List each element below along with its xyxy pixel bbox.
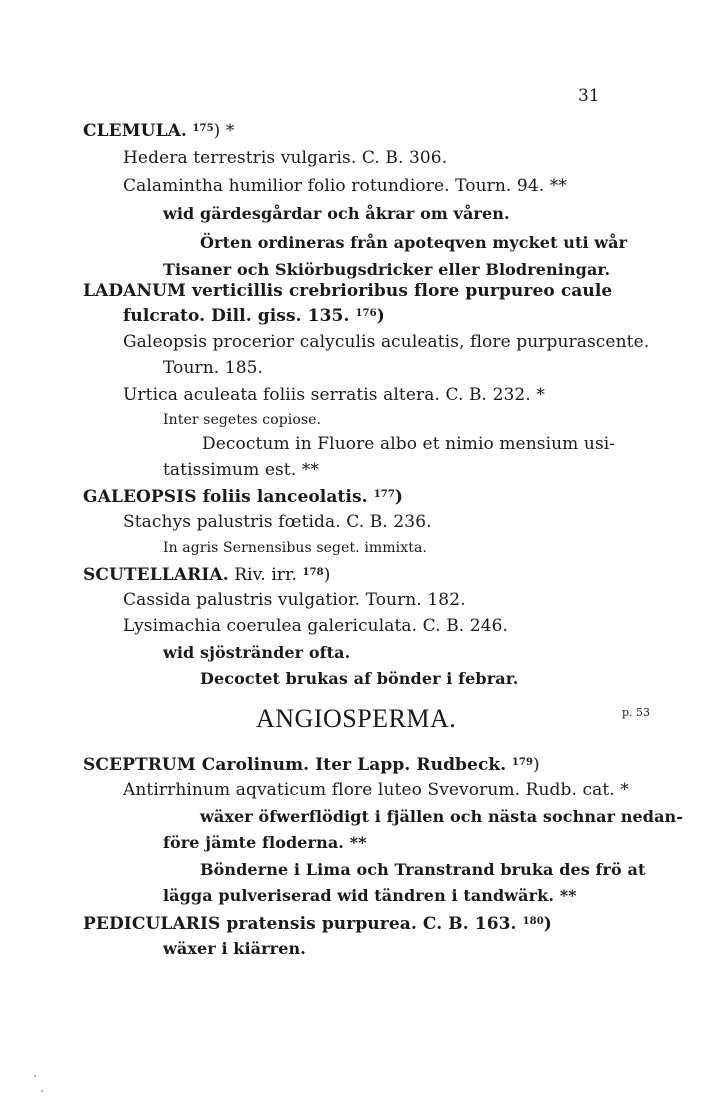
footnote-ref: 178 xyxy=(302,567,324,578)
entry-galeopsis xyxy=(83,484,403,508)
habitat-note: Inter segetes copiose. xyxy=(163,412,322,428)
synonym-line: Urtica aculeata foliis serratis altera. C. B. 232. * xyxy=(123,385,545,405)
swedish-note: Örten ordineras från apoteqven mycket uti wår xyxy=(200,233,628,252)
genus-heading: SCEPTRUM xyxy=(83,755,196,775)
footnote-ref: 180 xyxy=(522,916,544,927)
entry-description: foliis lanceolatis. xyxy=(196,487,368,507)
swedish-note: wäxer i kiärren. xyxy=(163,939,306,958)
habitat-note: In agris Sernensibus seget. immixta. xyxy=(163,540,427,556)
genus-heading: PEDICULARIS xyxy=(83,914,221,934)
footnote-ref: 175 xyxy=(192,123,214,134)
footnote-close: ) xyxy=(376,306,385,326)
footnote-close: ) xyxy=(543,914,552,934)
section-heading: ANGIOSPERMA. xyxy=(256,704,457,733)
entry-scutellaria xyxy=(83,562,330,586)
entry-description: verticillis crebrioribus flore purpureo caule xyxy=(185,281,613,301)
footnote-ref: 179 xyxy=(511,757,534,768)
footnote-ref: 177 xyxy=(373,489,395,500)
entry-description: Carolinum. Iter Lapp. Rudbeck. xyxy=(195,755,507,775)
scan-speck xyxy=(41,1090,43,1092)
synonym-line: Tourn. 185. xyxy=(163,358,264,378)
genus-heading: SCUTELLARIA. xyxy=(83,565,229,585)
entry-pedicularis xyxy=(83,911,552,935)
description-text: fulcrato. Dill. giss. 135. xyxy=(123,306,350,326)
footnote-close: ) xyxy=(394,487,404,507)
synonym-line: Calamintha humilior folio rotundiore. Tourn. 94. ** xyxy=(123,176,567,196)
swedish-note: wid gärdesgårdar och åkrar om våren. xyxy=(163,204,510,223)
synonym-line: Galeopsis procerior calyculis aculeatis, flore purpurascente. xyxy=(123,332,650,352)
footnote-close: ) xyxy=(323,565,331,585)
synonym-line: Stachys palustris fœtida. C. B. 236. xyxy=(123,512,432,532)
page-number: 31 xyxy=(578,86,600,106)
synonym-line: Cassida palustris vulgatior. Tourn. 182. xyxy=(123,590,466,610)
entry-sceptrum xyxy=(83,752,540,776)
genus-heading: LADANUM xyxy=(83,281,186,301)
footnote-close: ) * xyxy=(213,121,235,141)
synonym-line: Lysimachia coerulea galericulata. C. B. 246. xyxy=(123,616,509,636)
usage-note: Decoctum in Fluore albo et nimio mensium usi- xyxy=(202,434,616,454)
entry-description-cont xyxy=(123,303,385,327)
usage-note: tatissimum est. ** xyxy=(163,460,319,480)
swedish-note: wid sjöstränder ofta. xyxy=(163,643,351,662)
genus-heading: CLEMULA. xyxy=(83,121,187,141)
swedish-note: lägga pulveriserad wid tändren i tandwärk. ** xyxy=(163,886,577,905)
margin-reference: p. 53 xyxy=(622,706,651,719)
swedish-note: före jämte floderna. ** xyxy=(163,833,367,852)
swedish-note: Decoctet brukas af bönder i febrar. xyxy=(200,669,519,688)
synonym-line: Hedera terrestris vulgaris. C. B. 306. xyxy=(123,148,448,168)
scan-speck xyxy=(34,1075,36,1077)
swedish-note: Bönderne i Lima och Transtrand bruka des frö at xyxy=(200,860,646,879)
entry-ladanum xyxy=(83,280,612,302)
swedish-note: Tisaner och Skiörbugsdricker eller Blodreningar. xyxy=(163,260,611,279)
genus-heading: GALEOPSIS xyxy=(83,487,197,507)
synonym-line: Antirrhinum aqvaticum flore luteo Svevorum. Rudb. cat. * xyxy=(123,780,629,800)
footnote-ref: 176 xyxy=(355,308,377,319)
entry-clemula xyxy=(83,118,235,142)
swedish-note: wäxer öfwerflödigt i fjällen och nästa sochnar nedan- xyxy=(200,807,684,826)
entry-description: pratensis purpurea. C. B. 163. xyxy=(220,914,517,934)
footnote-close: ) xyxy=(533,755,540,775)
entry-description: Riv. irr. xyxy=(228,565,297,585)
